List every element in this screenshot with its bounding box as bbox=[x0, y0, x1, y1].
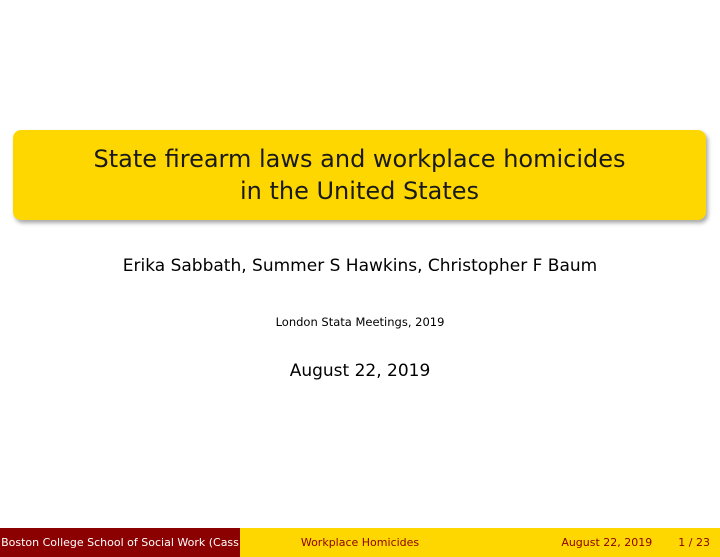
event-name: London Stata Meetings, 2019 bbox=[275, 315, 445, 329]
author-list: Erika Sabbath, Summer S Hawkins, Christopher F Baum bbox=[122, 256, 598, 276]
footer-date: August 22, 2019 bbox=[561, 536, 653, 549]
presentation-date: August 22, 2019 bbox=[289, 361, 431, 381]
slide-title-line-2: in the United States bbox=[239, 177, 480, 205]
footer-info-panel bbox=[480, 528, 720, 557]
footer-title-panel bbox=[240, 528, 480, 557]
page-number: 1 / 23 bbox=[678, 536, 710, 549]
slide-title-line-1: State firearm laws and workplace homicides bbox=[93, 145, 626, 173]
footer-bar bbox=[0, 528, 720, 557]
title-block bbox=[13, 130, 706, 220]
footer-institution-panel bbox=[0, 528, 240, 557]
footer-institution: Boston College School of Social Work (Cass bbox=[1, 536, 239, 549]
footer-short-title: Workplace Homicides bbox=[300, 536, 420, 549]
